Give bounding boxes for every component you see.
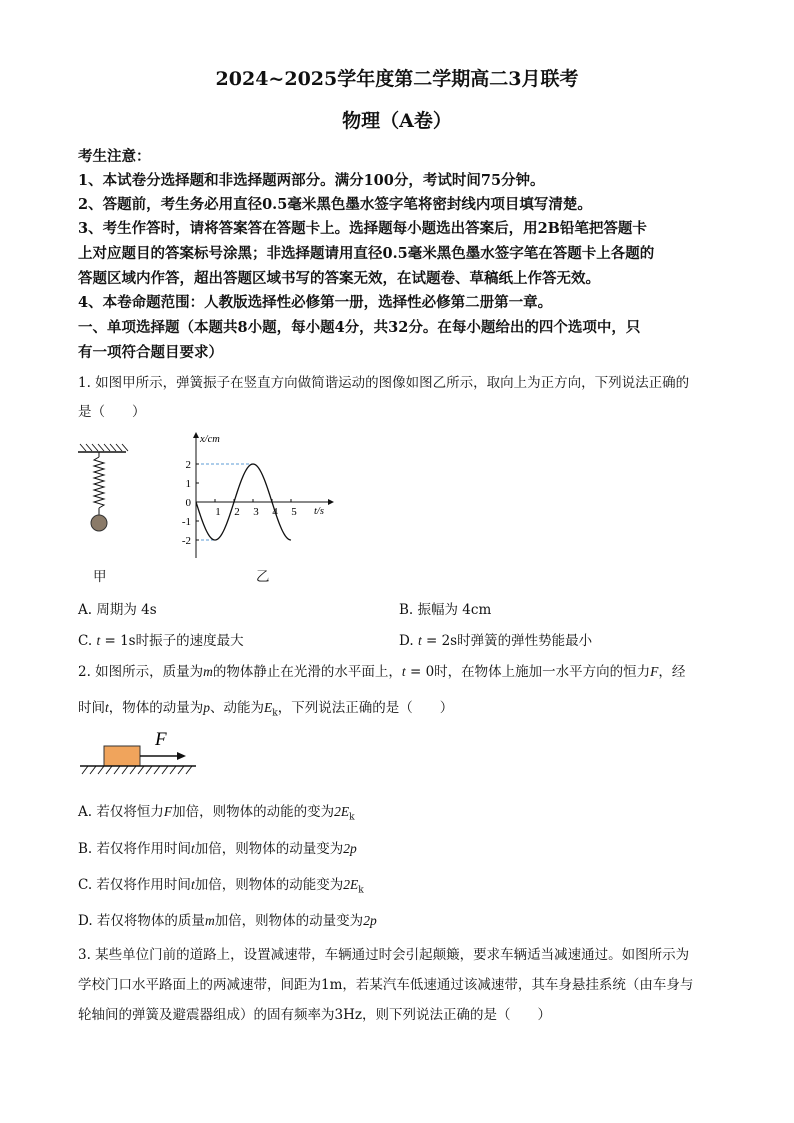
x-tick-label: 2 (234, 506, 240, 518)
notice-item-3-line-1: 3、考生作答时，请将答案答在答题卡上。选择题每小题选出答案后，用2B铅笔把答题卡 (78, 220, 647, 237)
q2-option-d-value: 2p (363, 913, 377, 928)
q2-var-ek: E (264, 700, 273, 715)
q2-option-d-text-2: 加倍，则物体的动量变为 (214, 913, 364, 929)
notice-item-2: 2、答题前，考生务必用直径0.5毫米黑色墨水签字笔将密封线内项目填写清楚。 (78, 196, 592, 213)
q2-option-b-text-2: 加倍，则物体的动量变为 (194, 841, 344, 857)
q2-option-d-var: m (204, 913, 215, 928)
q2-option-b[interactable] (78, 837, 357, 857)
q1-stem-line-2: 是（ ） (78, 404, 146, 420)
q2-option-c-text-2: 加倍，则物体的动能变为 (194, 877, 344, 893)
notice-item-3-line-3: 答题区域内作答，超出答题区域书写的答案无效，在试题卷、草稿纸上作答无效。 (78, 270, 600, 287)
spring-oscillator-figure (74, 440, 134, 540)
t-axis-label: t/s (314, 506, 324, 517)
x-tick-label: 5 (291, 506, 297, 518)
notice-item-3-line-2: 上对应题目的答案标号涂黑；非选择题请用直径0.5毫米黑色墨水签字笔在答题卡上各题的 (78, 245, 655, 262)
q2-option-a-var: F (163, 804, 173, 819)
q2-option-c-var: t (190, 877, 195, 892)
q2-option-a-text-1: A. 若仅将恒力 (78, 804, 164, 820)
q2-var-t-2: t (105, 700, 109, 715)
q2-stem-text-h: ，下列说法正确的是（ ） (277, 700, 454, 716)
ground-hatch (82, 766, 192, 774)
x-t-graph (176, 430, 346, 560)
q2-option-c-text-1: C. 若仅将作用时间 (78, 877, 191, 893)
q2-var-p: p (203, 700, 211, 715)
q2-option-b-text-1: B. 若仅将作用时间 (78, 841, 192, 857)
q2-stem-text-g: 、动能为 (210, 700, 265, 716)
notice-item-1: 1、本试卷分选择题和非选择题两部分。满分100分，考试时间75分钟。 (78, 172, 545, 189)
q2-option-c-value: 2E (343, 877, 359, 892)
q2-option-c-sub: k (358, 885, 364, 896)
y-axis-label: x/cm (200, 434, 220, 445)
q3-stem-line-3: 轮轴间的弹簧及避震器组成）的固有频率为3Hz，则下列说法正确的是（ ） (78, 1007, 551, 1023)
q2-stem-text-d: ，经 (658, 664, 686, 680)
q1-option-c-prefix: C. (78, 633, 97, 649)
q2-option-a-text-2: 加倍，则物体的动能的变为 (172, 804, 335, 820)
exam-title: 2024~2025学年度第二学期高二3月联考 (215, 68, 579, 90)
q1-option-a[interactable]: A. 周期为 4s (78, 602, 157, 618)
q2-option-b-value: 2p (343, 841, 357, 856)
q2-option-d-text-1: D. 若仅将物体的质量 (78, 913, 205, 929)
q2-option-d[interactable] (78, 909, 377, 929)
q3-stem-line-2: 学校门口水平路面上的两减速带，间距为1m，若某汽车低速通过该减速带，其车身悬挂系统（由车身与 (78, 977, 694, 993)
x-tick-label: 3 (253, 506, 259, 518)
section-heading-line-1: 一、单项选择题（本题共8小题，每小题4分，共32分。在每小题给出的四个选项中，只 (78, 319, 641, 336)
y-tick-label: -2 (181, 535, 191, 547)
q2-stem-text-f: ，物体的动量为 (108, 700, 204, 716)
q2-stem-text-c: = 0时，在物体上施加一水平方向的恒力 (405, 664, 651, 680)
block (104, 746, 140, 766)
q1-option-b[interactable]: B. 振幅为 4cm (399, 602, 492, 618)
figure-label-jia: 甲 (93, 569, 107, 585)
q2-stem-line-1 (78, 660, 685, 680)
x-tick-label: 1 (215, 506, 221, 518)
x-tick-label: 4 (272, 506, 278, 518)
q2-var-ek-sub: k (272, 708, 278, 719)
q1-option-c-var: t (96, 633, 101, 648)
q1-option-d-prefix: D. (399, 633, 418, 649)
q2-stem-line-2 (78, 696, 453, 719)
y-tick-label: 0 (185, 497, 191, 509)
x-axis-arrow (328, 499, 334, 505)
y-tick-label: -1 (181, 516, 191, 528)
notice-heading: 考生注意： (78, 148, 151, 165)
section-heading-line-2: 有一项符合题目要求） (78, 344, 223, 361)
y-tick-label: 1 (185, 478, 191, 490)
q2-option-a-value: 2E (334, 804, 350, 819)
q1-option-d[interactable] (399, 629, 592, 649)
q2-var-f: F (650, 664, 659, 679)
exam-subtitle: 物理（A卷） (342, 110, 452, 132)
q2-option-a-sub: k (349, 812, 355, 823)
q1-option-c[interactable] (78, 629, 244, 649)
notice-item-4: 4、本卷命题范围：人教版选择性必修第一册，选择性必修第二册第一章。 (78, 294, 553, 311)
q2-option-a[interactable] (78, 800, 355, 823)
y-tick-label: 2 (185, 459, 191, 471)
q1-option-d-var: t (417, 633, 422, 648)
q1-stem-line-1: 1. 如图甲所示，弹簧振子在竖直方向做简谐运动的图像如图乙所示，取向上为正方向，下列说法正确的 (78, 375, 690, 391)
q2-option-b-var: t (191, 841, 195, 856)
y-axis-arrow (193, 432, 199, 438)
block-force-figure (76, 728, 200, 784)
q2-stem-text-e: 时间 (78, 700, 105, 716)
figure-label-yi: 乙 (256, 569, 270, 585)
q3-stem-line-1: 3. 某些单位门前的道路上，设置减速带，车辆通过时会引起颠簸，要求车辆适当减速通过。如图所示为 (78, 947, 690, 963)
q2-option-c[interactable] (78, 873, 364, 896)
q2-stem-text-a: 2. 如图所示，质量为 (78, 664, 204, 680)
force-arrowhead (177, 752, 186, 760)
q1-option-c-text: = 1s时振子的速度最大 (100, 633, 244, 649)
force-label: F (155, 729, 167, 750)
q2-var-m: m (203, 664, 213, 679)
q2-var-t: t (401, 664, 406, 679)
q1-option-d-text: = 2s时弹簧的弹性势能最小 (421, 633, 593, 649)
q2-stem-text-b: 的物体静止在光滑的水平面上， (212, 664, 402, 680)
